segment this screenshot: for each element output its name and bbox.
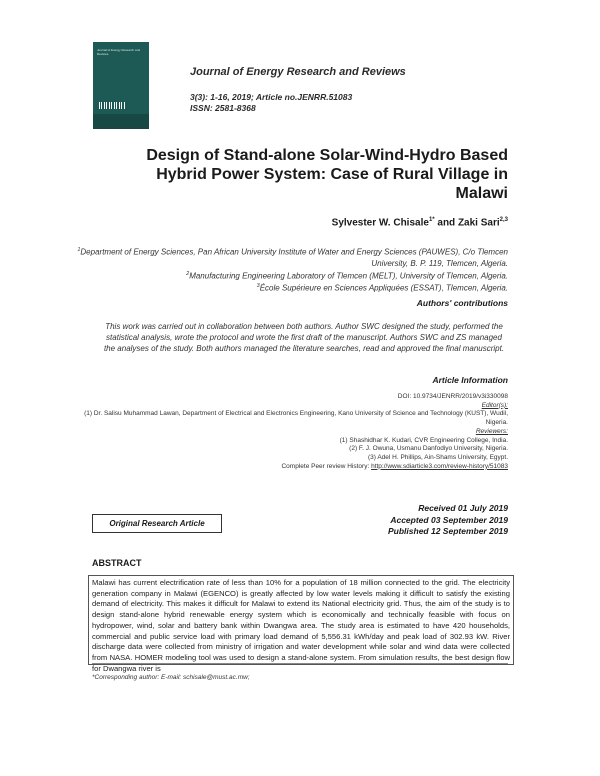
accepted-date: Accepted 03 September 2019 — [390, 514, 508, 525]
author-1-sup: 1* — [428, 217, 435, 223]
reviewer-2: (2) F. J. Owuna, Usmanu Danfodiyo University, Nigeria. — [349, 445, 508, 453]
reviewer-3: (3) Adel H. Phillips, Ain-Shams University, Egypt. — [367, 453, 508, 461]
journal-issue: 3(3): 1-16, 2019; Article no.JENRR.51083 — [190, 92, 353, 102]
journal-title: Journal of Energy Research and Reviews — [190, 66, 406, 78]
article-type-badge: Original Research Article — [92, 514, 222, 533]
contributions-heading: Authors' contributions — [416, 298, 508, 308]
abstract-heading: ABSTRACT — [92, 558, 142, 568]
reviewer-1: (1) Shashidhar K. Kudari, CVR Engineering College, India. — [339, 436, 508, 444]
article-info-heading: Article Information — [432, 375, 508, 385]
journal-issn: ISSN: 2581-8368 — [190, 103, 256, 113]
review-history-label: Complete Peer review History: — [281, 462, 372, 470]
author-1: Sylvester W. Chisale — [331, 217, 429, 229]
contributions-text: This work was carried out in collaboration between both authors. Author SWC designed the study, performed the statistical analysis, wrote the protocol and wrote the first draft of the manuscript. Authors SWC and ZS managed the analyses of the study. Both authors managed the literature searches, read and approved the final manuscript. — [103, 322, 505, 353]
footnote-divider — [92, 663, 508, 664]
affiliation-2: $^2$Manufacturing Engineering Laboratory of Tlemcen (MELT), University of Tlemcen, Algeria. — [186, 270, 508, 281]
doi: DOI: 10.9734/JENRR/2019/v3i330098 — [397, 393, 508, 400]
editors-label: Editor(s): — [481, 401, 508, 409]
paper-title: Design of Stand-alone Solar-Wind-Hydro Based Hybrid Power System: Case of Rural Village in Malawi — [146, 147, 508, 202]
cover-band — [93, 114, 149, 129]
review-history-link[interactable]: http://www.sdiarticle3.com/review-history/51083 — [371, 462, 508, 470]
affiliation-1: $^1$Department of Energy Sciences, Pan African University Institute of Water and Energy Sciences (PAUWES), C/o Tlemcen University, B. P. 119, Tlemcen, Algeria. — [77, 247, 508, 268]
received-date: Received 01 July 2019 — [418, 503, 508, 513]
corresponding-author-footnote: *Corresponding author: E-mail: schisale@must.ac.mw; — [92, 674, 250, 681]
editor-1: (1) Dr. Salisu Muhammad Lawan, Department of Electrical and Electronics Engineering, Kano University of Science and Technology (KUST), Wudil, Nigeria. — [84, 410, 508, 427]
article-info — [68, 393, 508, 471]
journal-cover-thumbnail — [93, 42, 149, 129]
author-conjunction: and — [434, 217, 458, 229]
affiliation-3: $^3$École Supérieure en Sciences Appliquées (ESSAT), Tlemcen, Algeria. — [256, 283, 508, 293]
author-line — [332, 217, 508, 228]
reviewers-label: Reviewers: — [475, 427, 508, 435]
published-date: Published 12 September 2019 — [388, 526, 508, 536]
author-2: Zaki Sari — [457, 217, 500, 229]
affiliations — [68, 245, 508, 294]
abstract-box: Malawi has current electrification rate of less than 10% for a population of 18 million connected to the grid. The electricity generation company in Malawi (EGENCO) is greatly affected by low water levels making it difficult to satisfy the existing demand of electricity. This makes it difficult for Malawi to extend its National electricity grid. Thus, the aim of the study is to design stand-alone hybrid renewable energy system which is economically and technically feasible with focus on hydropower, wind, solar and battery bank within Dwangwa area. The study area is estimated to have 420 households, commercial and public service load with primary load demand of 5,556.31 kWh/day and peak load of 302.93 kW. River discharge data were collected from ministry of irrigation and water development while solar and wind data were collected from NASA. HOMER modeling tool was used to design a stand-alone system. From simulation results, the best design flow for Dwangwa river is — [88, 575, 514, 665]
author-2-sup: 2,3 — [499, 217, 508, 223]
cover-barcode — [99, 102, 125, 109]
cover-journal-name: Journal of Energy Research and Reviews — [97, 48, 141, 56]
article-dates — [388, 503, 508, 538]
review-history — [68, 463, 508, 472]
